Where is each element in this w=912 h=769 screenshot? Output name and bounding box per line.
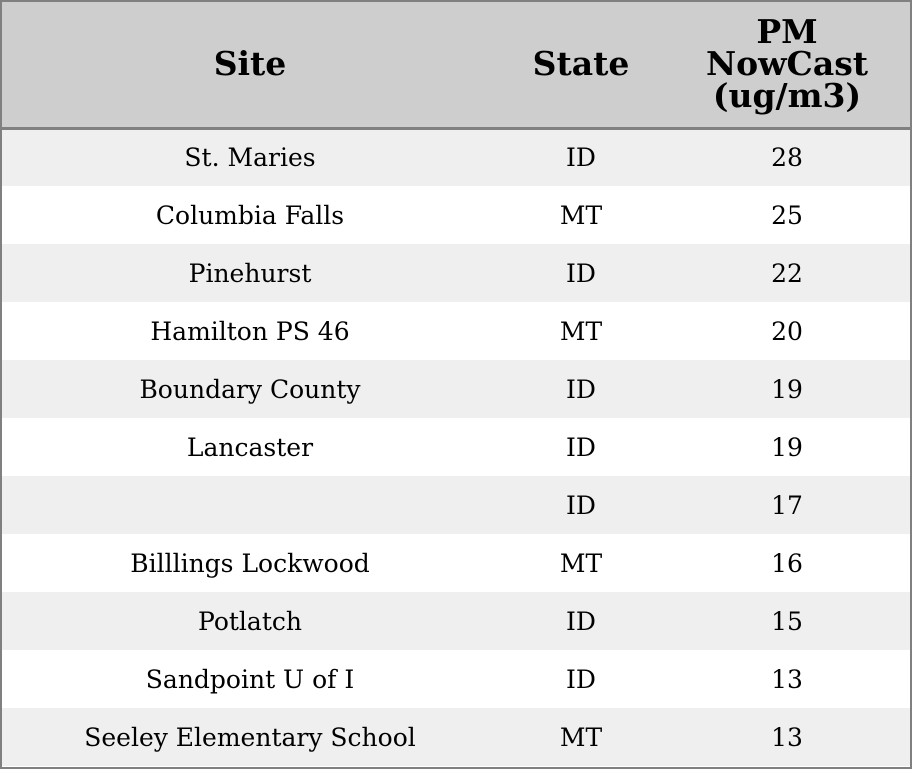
table-row — [2, 186, 910, 244]
pm-value-cell: 20 — [771, 316, 803, 346]
table-row — [2, 418, 910, 476]
site-cell: Sandpoint U of I — [145, 664, 355, 694]
pm-value-cell: 28 — [771, 143, 803, 173]
table-row — [2, 592, 910, 650]
table-row — [2, 360, 910, 418]
column-header-pm-line: (ug/m3) — [712, 76, 862, 116]
site-cell: Billlings Lockwood — [130, 548, 370, 578]
table-header-row — [2, 2, 910, 128]
pm-value-cell: 19 — [771, 432, 803, 462]
state-cell: MT — [559, 722, 603, 752]
pm-value-cell: 25 — [771, 200, 803, 230]
column-header-site: Site — [2, 2, 498, 128]
state-cell: ID — [566, 606, 596, 636]
table-row — [2, 650, 910, 708]
table-row — [2, 302, 910, 360]
pm-value-cell: 16 — [771, 548, 803, 578]
table-row — [2, 128, 910, 186]
table-row — [2, 534, 910, 592]
site-cell: Seeley Elementary School — [84, 722, 416, 752]
site-cell: St. Maries — [184, 143, 316, 173]
table-row — [2, 708, 910, 766]
column-header-pm-line: PM — [756, 12, 818, 52]
site-cell — [2, 476, 498, 534]
state-cell: MT — [559, 548, 603, 578]
state-cell: ID — [566, 490, 596, 520]
pm-value-cell: 13 — [771, 722, 803, 752]
pm-value-cell: 15 — [771, 606, 803, 636]
pm-value-cell: 19 — [771, 374, 803, 404]
site-cell: Boundary County — [139, 374, 361, 404]
column-header-pm-nowcast — [664, 2, 910, 128]
site-cell: Hamilton PS 46 — [150, 316, 350, 346]
site-cell: Lancaster — [186, 432, 314, 462]
state-cell: ID — [566, 374, 596, 404]
pm-value-cell: 13 — [771, 664, 803, 694]
table-row — [2, 476, 910, 534]
state-cell: ID — [566, 143, 596, 173]
column-header-state: State — [498, 2, 664, 128]
pm-nowcast-table — [2, 2, 910, 766]
state-cell: ID — [566, 664, 596, 694]
column-header-pm-line: NowCast — [705, 44, 869, 84]
state-cell: MT — [559, 316, 603, 346]
pm-value-cell: 22 — [771, 258, 803, 288]
table-row — [2, 244, 910, 302]
site-cell: Potlatch — [198, 606, 302, 636]
pm-value-cell: 17 — [771, 490, 803, 520]
state-cell: ID — [566, 432, 596, 462]
state-cell: MT — [559, 200, 603, 230]
site-cell: Pinehurst — [188, 258, 312, 288]
site-cell: Columbia Falls — [155, 200, 345, 230]
state-cell: ID — [566, 258, 596, 288]
